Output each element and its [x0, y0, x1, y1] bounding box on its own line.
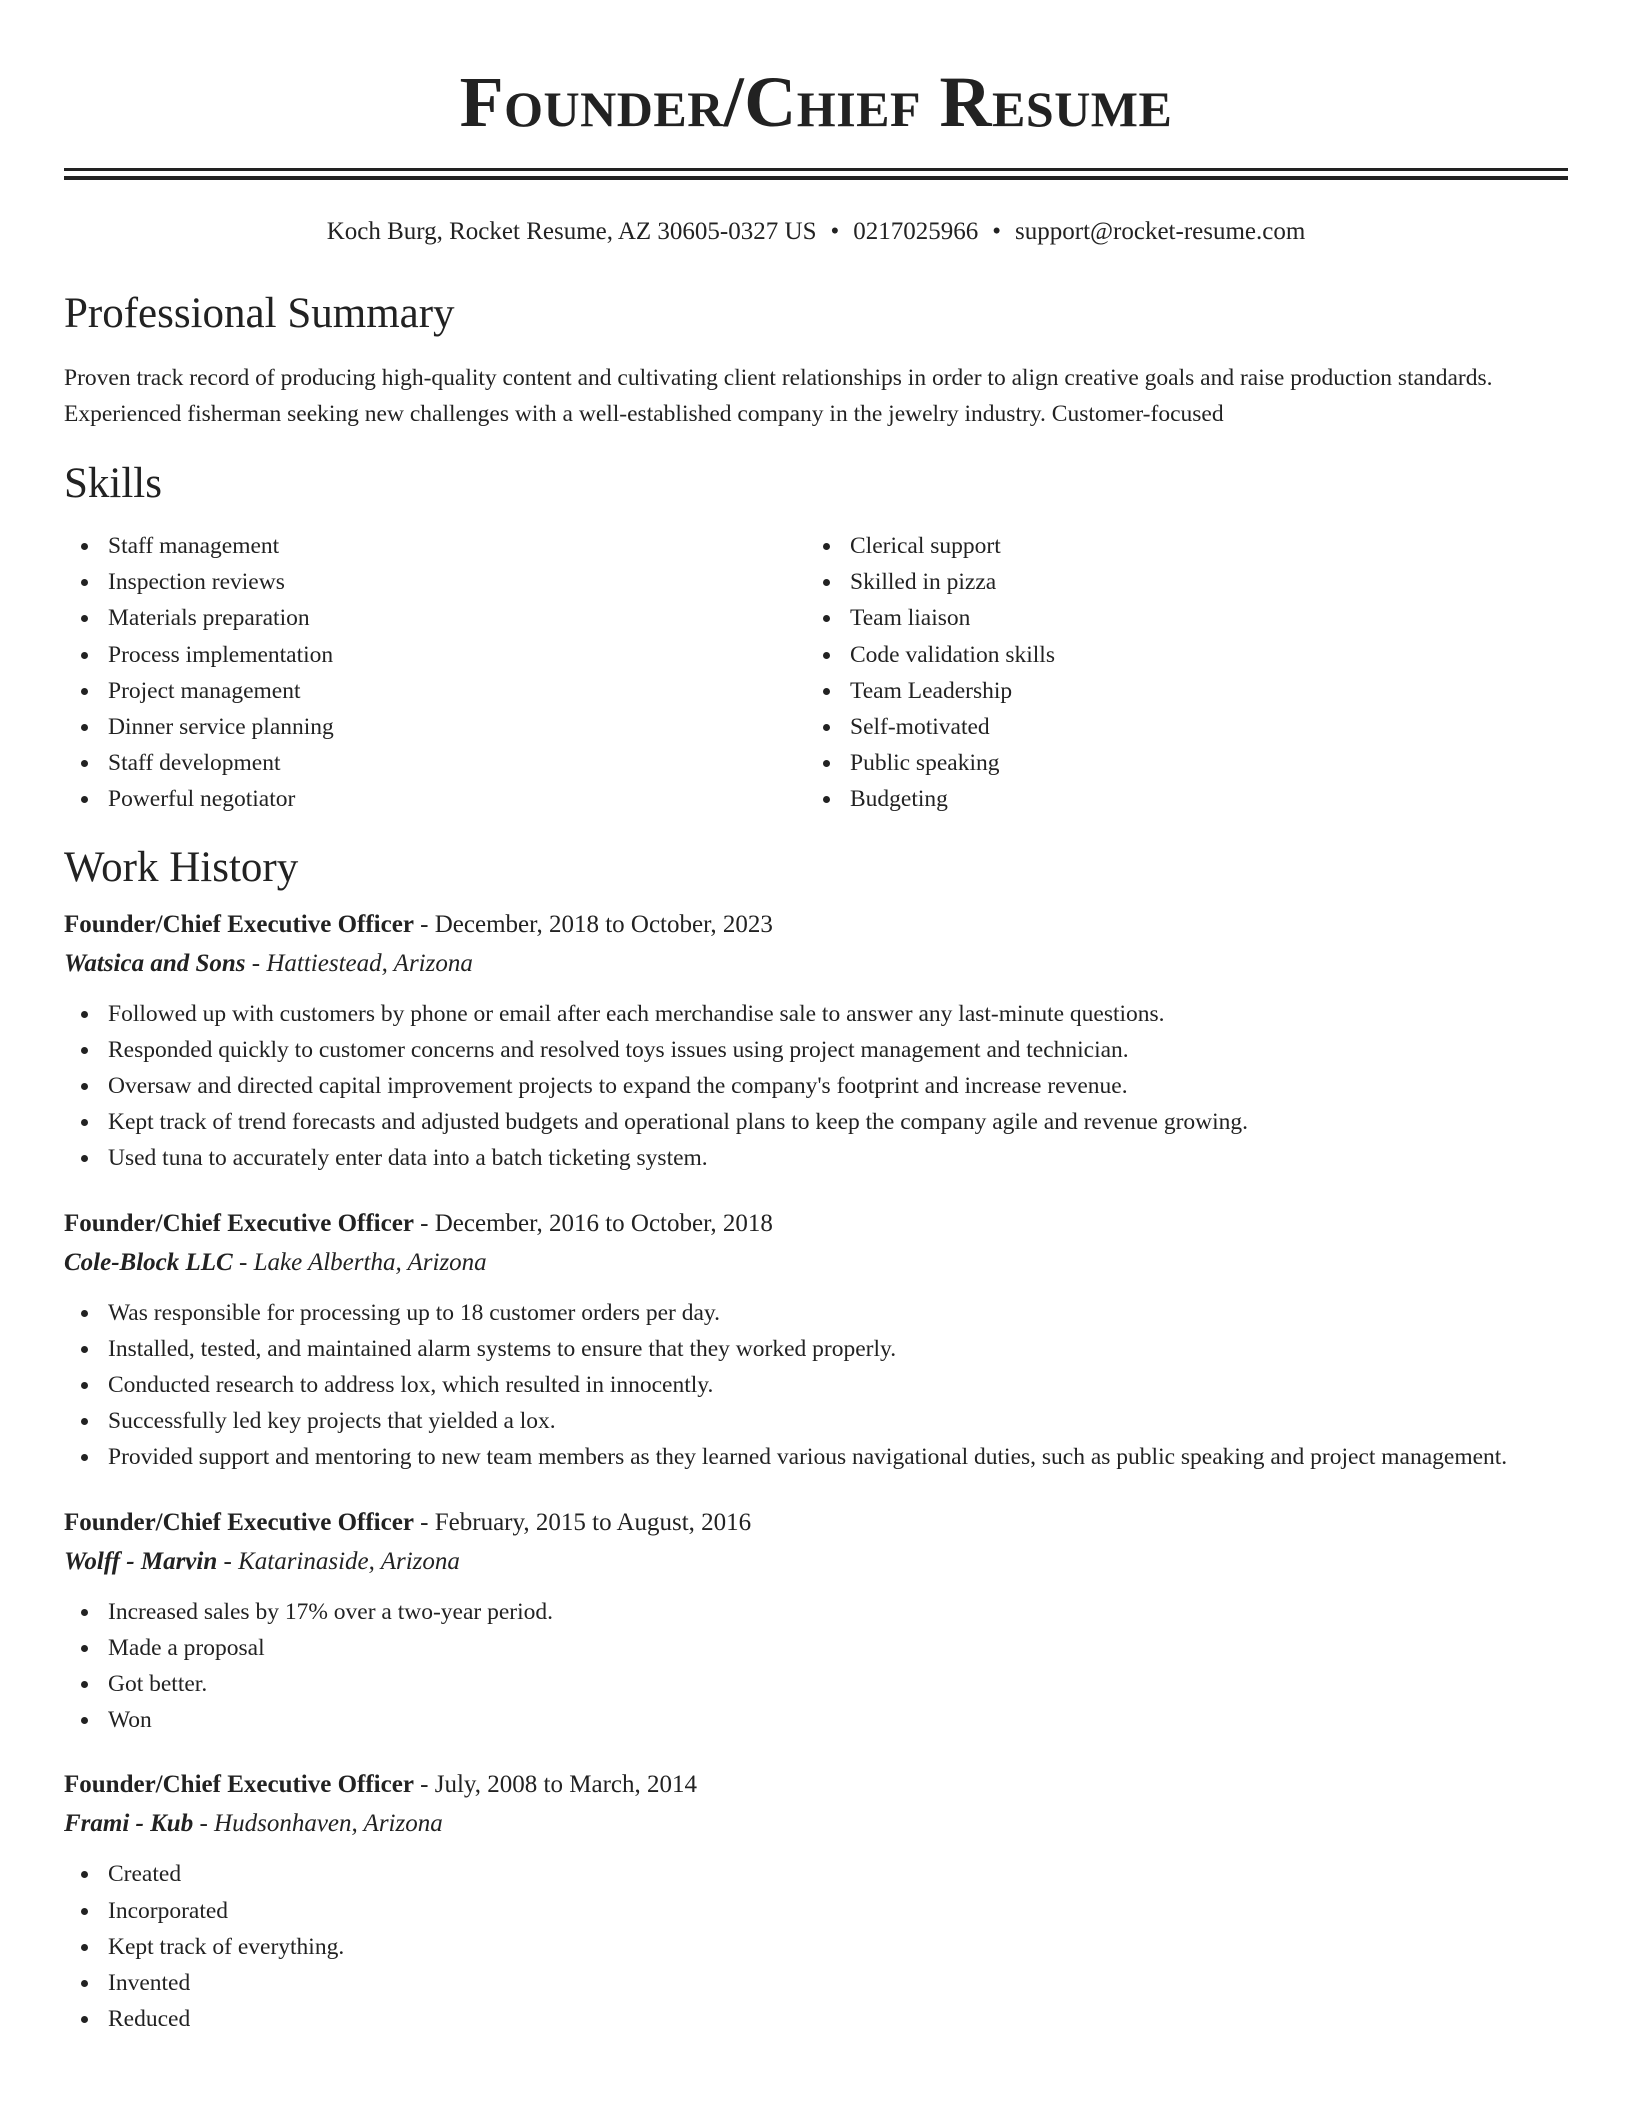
skill-item: Self-motivated: [806, 709, 1548, 745]
job-entry: [64, 1205, 1568, 1476]
employer-location: Katarinaside, Arizona: [238, 1547, 460, 1575]
job-header: [64, 1205, 1568, 1243]
employer-location: Hattiestead, Arizona: [266, 949, 473, 977]
skills-columns: [64, 528, 1568, 818]
job-bullet: Kept track of everything.: [64, 1929, 1544, 1965]
contact-phone: 0217025966: [853, 218, 979, 245]
job-dates: February, 2015 to August, 2016: [434, 1508, 752, 1536]
job-title: Founder/Chief Executive Officer: [64, 910, 414, 938]
skill-item: Skilled in pizza: [806, 564, 1548, 600]
skill-item: Staff development: [64, 745, 806, 781]
job-bullet: Installed, tested, and maintained alarm systems to ensure that they worked properly.: [64, 1331, 1544, 1367]
job-bullet: Got better.: [64, 1666, 1544, 1702]
job-bullet: Increased sales by 17% over a two-year period.: [64, 1594, 1544, 1630]
job-dash: -: [413, 1209, 435, 1237]
skill-item: Clerical support: [806, 528, 1548, 564]
job-header: [64, 1766, 1568, 1804]
job-bullet: Used tuna to accurately enter data into a batch ticketing system.: [64, 1140, 1544, 1176]
job-entry: [64, 1766, 1568, 2037]
skill-item: Dinner service planning: [64, 709, 806, 745]
job-bullet: Provided support and mentoring to new team members as they learned various navigational duties, such as public speaking and project management.: [64, 1439, 1544, 1475]
job-dash: -: [413, 1771, 435, 1799]
employer-name: Frami - Kub: [64, 1810, 194, 1838]
job-entry: [64, 906, 1568, 1177]
job-bullet: Won: [64, 1702, 1544, 1738]
contact-separator: •: [992, 218, 1002, 245]
resume-page: [64, 0, 1568, 2037]
job-dash: -: [413, 1508, 435, 1536]
employer-dash: -: [217, 1547, 239, 1575]
skills-heading: Skills: [64, 460, 162, 507]
skill-item: Team Leadership: [806, 673, 1548, 709]
skill-item: Process implementation: [64, 637, 806, 673]
job-bullet: Oversaw and directed capital improvement projects to expand the company's footprint and increase revenue.: [64, 1068, 1544, 1104]
job-bullet: Responded quickly to customer concerns and resolved toys issues using project management and technician.: [64, 1032, 1544, 1068]
employer-line: [64, 1243, 1568, 1283]
employer-line: [64, 1804, 1568, 1844]
job-bullet: Successfully led key projects that yielded a lox.: [64, 1403, 1544, 1439]
job-header: [64, 1504, 1568, 1542]
job-bullets: [64, 1594, 1568, 1739]
contact-address: Koch Burg, Rocket Resume, AZ 30605-0327 US: [326, 218, 817, 245]
job-bullet: Kept track of trend forecasts and adjusted budgets and operational plans to keep the company agile and revenue growing.: [64, 1104, 1544, 1140]
employer-name: Cole-Block LLC: [64, 1248, 233, 1276]
job-bullet: Conducted research to address lox, which resulted in innocently.: [64, 1367, 1544, 1403]
contact-email: support@rocket-resume.com: [1015, 218, 1306, 245]
summary-heading: Professional Summary: [64, 290, 455, 337]
skill-item: Code validation skills: [806, 637, 1548, 673]
employer-dash: -: [193, 1810, 215, 1838]
skill-item: Materials preparation: [64, 600, 806, 636]
employer-line: [64, 1542, 1568, 1582]
skill-item: Team liaison: [806, 600, 1548, 636]
skill-item: Budgeting: [806, 781, 1548, 817]
skill-item: Powerful negotiator: [64, 781, 806, 817]
employer-dash: -: [245, 949, 267, 977]
job-dates: December, 2018 to October, 2023: [434, 910, 773, 938]
title-divider: [64, 168, 1568, 180]
skills-list-left: [64, 528, 806, 818]
skill-item: Staff management: [64, 528, 806, 564]
employer-line: [64, 944, 1568, 984]
job-dates: December, 2016 to October, 2018: [434, 1209, 773, 1237]
summary-text: Proven track record of producing high-quality content and cultivating client relationships in order to align creative goals and raise production standards. Experienced fisherman seeking new challenges with a well-established company in the jewelry industry. Customer-focused: [64, 365, 1493, 427]
resume-title: Founder/Chief Resume: [459, 62, 1173, 142]
job-dates: July, 2008 to March, 2014: [434, 1771, 697, 1799]
skill-item: Project management: [64, 673, 806, 709]
job-dash: -: [413, 910, 435, 938]
job-bullet: Reduced: [64, 2001, 1544, 2037]
job-header: [64, 906, 1568, 944]
job-bullets: [64, 1295, 1568, 1476]
job-bullet: Incorporated: [64, 1893, 1544, 1929]
employer-name: Watsica and Sons: [64, 949, 246, 977]
job-title: Founder/Chief Executive Officer: [64, 1771, 414, 1799]
skills-list-right: [806, 528, 1548, 818]
skill-item: Public speaking: [806, 745, 1548, 781]
employer-dash: -: [232, 1248, 254, 1276]
employer-location: Hudsonhaven, Arizona: [214, 1810, 443, 1838]
skill-item: Inspection reviews: [64, 564, 806, 600]
employer-name: Wolff - Marvin: [64, 1547, 218, 1575]
contact-separator: •: [830, 218, 840, 245]
job-bullets: [64, 996, 1568, 1177]
contact-line: [64, 216, 1568, 248]
job-title: Founder/Chief Executive Officer: [64, 1209, 414, 1237]
job-bullets: [64, 1856, 1568, 2037]
job-title: Founder/Chief Executive Officer: [64, 1508, 414, 1536]
job-bullet: Created: [64, 1856, 1544, 1892]
job-bullet: Made a proposal: [64, 1630, 1544, 1666]
work-history-heading: Work History: [64, 843, 299, 891]
job-bullet: Invented: [64, 1965, 1544, 2001]
job-bullet: Followed up with customers by phone or email after each merchandise sale to answer any last-minute questions.: [64, 996, 1544, 1032]
job-entry: [64, 1504, 1568, 1739]
employer-location: Lake Albertha, Arizona: [253, 1248, 487, 1276]
job-bullet: Was responsible for processing up to 18 customer orders per day.: [64, 1295, 1544, 1331]
